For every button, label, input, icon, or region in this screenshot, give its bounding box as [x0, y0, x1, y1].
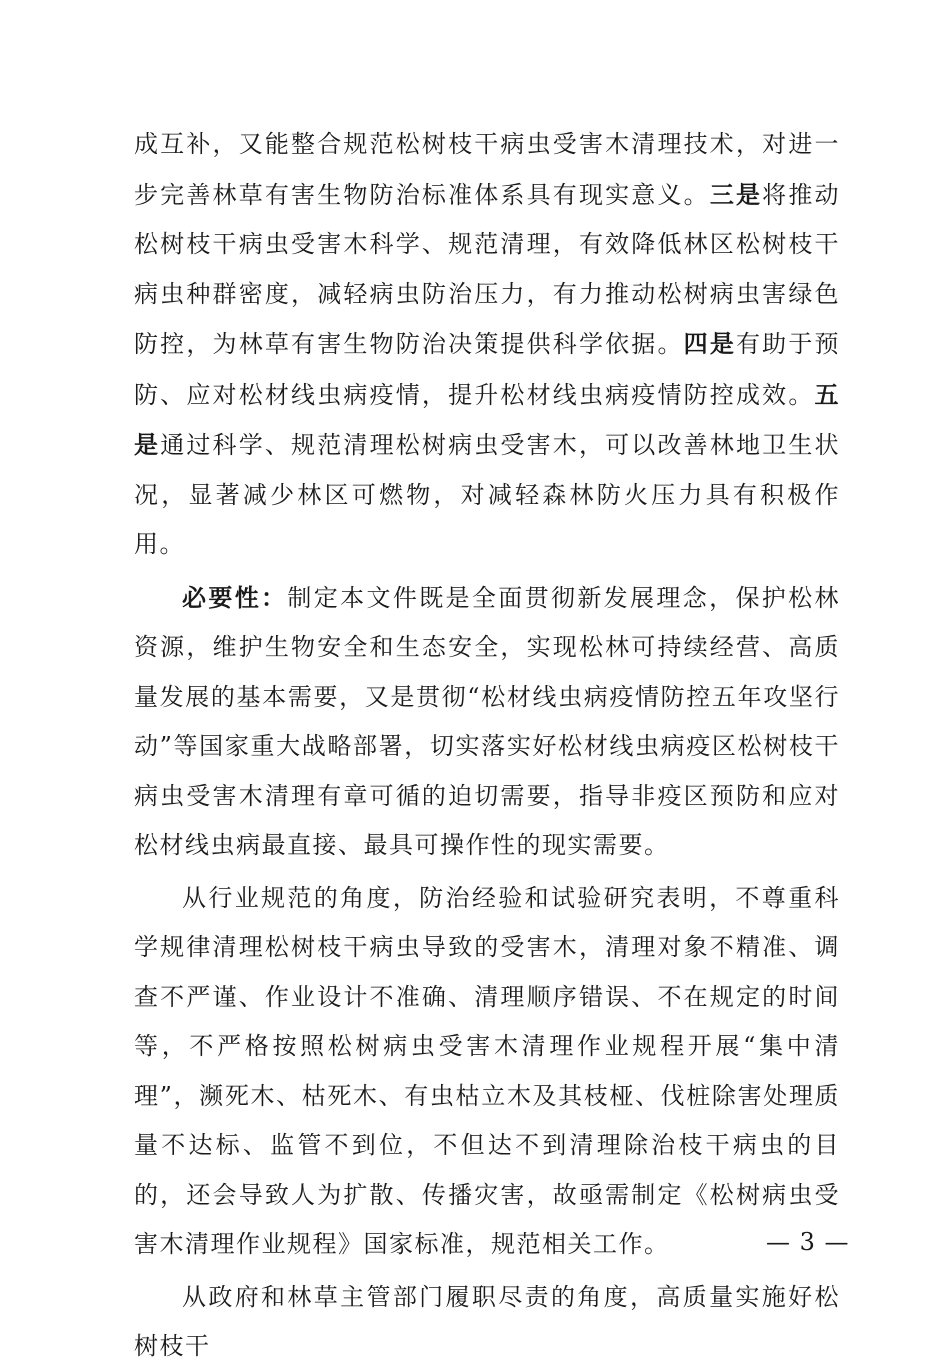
page-number: — 3 —	[766, 1228, 850, 1256]
text-run: 有助于预防、应对松材线虫病疫情，提升松材线虫病疫情防控成效。	[134, 330, 841, 409]
paragraph-significance-continued	[134, 120, 840, 570]
text-run: 通过科学、规范清理松树病虫受害木，可以改善林地卫生状况，显著减少林区可燃物，对减轻森林防火压力具有积极作用。	[134, 431, 841, 558]
text-run: 从行业规范的角度，防治经验和试验研究表明，不尊重科学规律清理松树枝干病虫导致的受害木，清理对象不精准、调查不严谨、作业设计不准确、清理顺序错误、不在规定的时间等，不严格按照松树病虫受害木清理作业规程开展“集中清理”，濒死木、枯死木、有虫枯立木及其枝桠、伐桩除害处理质量不达标、监管不到位，不但达不到清理除治枝干病虫的目的，还会导致人为扩散、传播灾害，故亟需制定《松树病虫受害木清理作业规程》国家标准，规范相关工作。	[134, 883, 840, 1258]
document-body	[134, 120, 840, 1372]
text-run: 成互补，又能整合规范松树枝干病虫受害木清理技术，对进一步完善林草有害生物防治标准体系具有现实意义。	[134, 130, 840, 209]
text-run: 制定本文件既是全面贯彻新发展理念，保护松林资源，维护生物安全和生态安全，实现松林可持续经营、高质量发展的基本需要，又是贯彻“松材线虫病疫情防控五年攻坚行动”等国家重大战略部署，切实落实好松材线虫病疫区松树枝干病虫受害木清理有章可循的迫切需要，指导非疫区预防和应对松材线虫病最直接、最具可操作性的现实需要。	[134, 583, 841, 859]
paragraph-industry-norms	[134, 874, 840, 1270]
paragraph-necessity	[134, 573, 840, 871]
text-run: 将推动松树枝干病虫受害木科学、规范清理，有效降低林区松树枝干病虫种群密度，减轻病虫防治压力，有力推动松树病虫害绿色防控，为林草有害生物防治决策提供科学依据。	[134, 180, 841, 358]
text-run: 从政府和林草主管部门履职尽责的角度，高质量实施好松树枝干	[134, 1282, 840, 1360]
emphasis-four: 四是	[683, 329, 736, 358]
emphasis-five: 五是	[134, 379, 840, 459]
emphasis-three: 三是	[709, 179, 763, 209]
paragraph-government-duty	[134, 1273, 840, 1372]
necessity-heading: 必要性：	[182, 582, 288, 612]
